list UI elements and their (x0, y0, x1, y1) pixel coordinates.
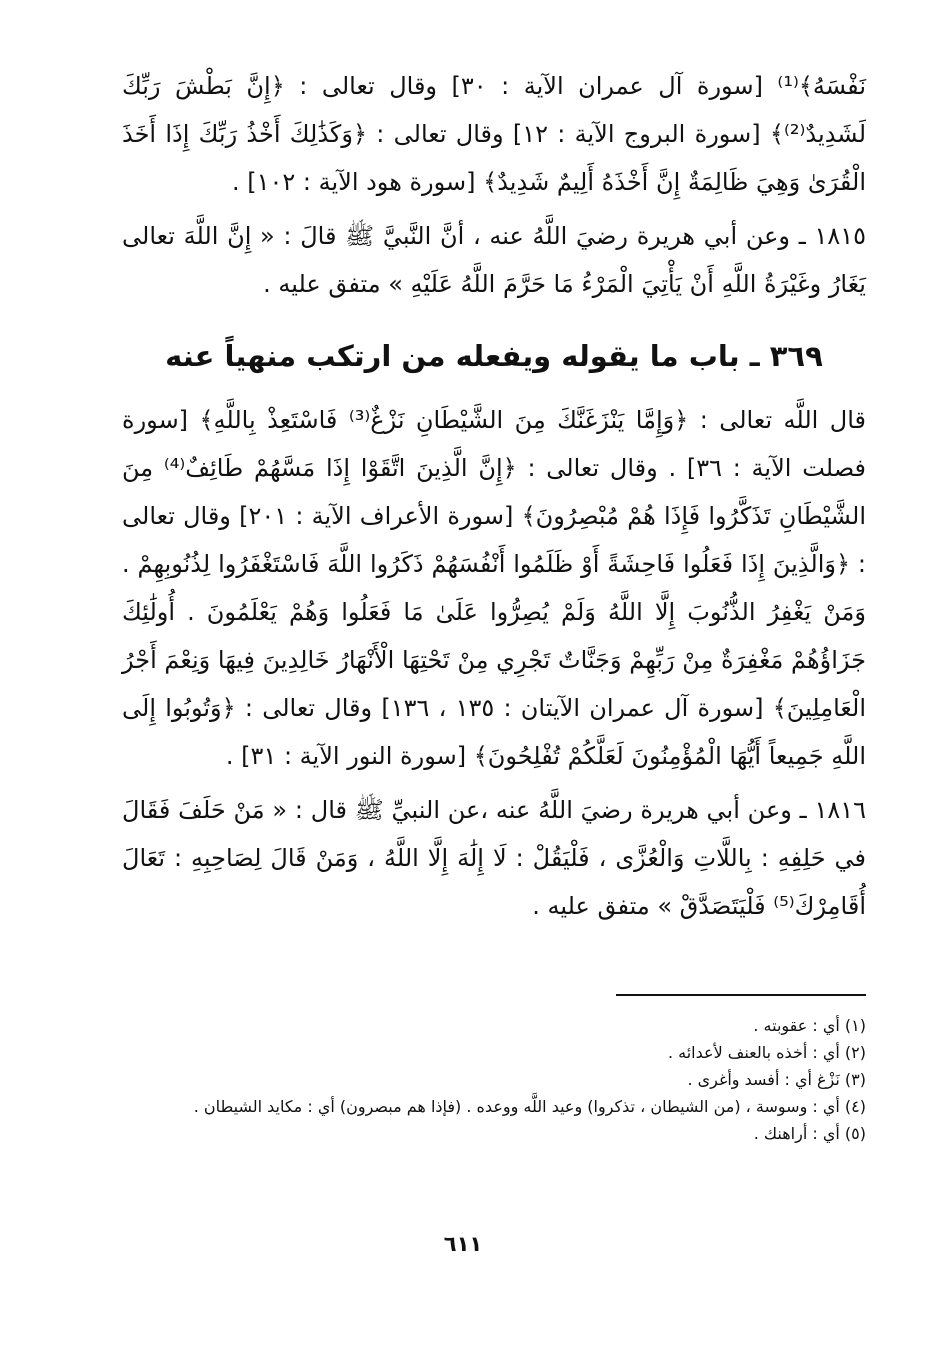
footnote-4: (٤) أي : وسوسة ، (من الشيطان ، تذكروا) وعيد اللَّه ووعده . (فإذا هم مبصرون) أي : مكايد الشيطان . (193, 1097, 866, 1116)
footnote-divider (616, 994, 866, 996)
chapter-heading-369: ٣٦٩ ـ باب ما يقوله ويفعله من ارتكب منهياً عنه (165, 339, 823, 373)
hadith-1815: ١٨١٥ ـ وعن أبي هريرة رضيَ اللَّهُ عنه ، أنَّ النَّبيَّ ﷺ قالَ : « إِنَّ اللَّهَ تعالى يَغَارُ وغَيْرَةُ اللَّهِ أَنْ يَأْتِيَ الْمَرْءُ مَا حَرَّمَ اللَّهُ عَلَيْهِ » متفق عليه . (122, 222, 866, 298)
footnote-2: (٢) أي : أخذه بالعنف لأعدائه . (667, 1043, 866, 1062)
chapter-quran-verses: قال اللَّه تعالى : ﴿وَإِمَّا يَنْزَغَنَّكَ مِنَ الشَّيْطَانِ نَزْغٌ⁽³⁾ فَاسْتَعِذْ بِاللَّهِ﴾ [سورة فصلت الآية : ٣٦] . وقال تعالى : ﴿إِنَّ الَّذِينَ اتَّقَوْا إِذَا مَسَّهُمْ طَائِفٌ⁽⁴⁾ مِنَ الشَّيْطَانِ تَذَكَّرُوا فَإِذَا هُمْ مُبْصِرُونَ﴾ [سورة الأعراف الآية : ٢٠١] وقال تعالى : ﴿وَالَّذِينَ إِذَا فَعَلُوا فَاحِشَةً أَوْ ظَلَمُوا أَنْفُسَهُمْ ذَكَرُوا اللَّهَ فَاسْتَغْفَرُوا لِذُنُوبِهِمْ . وَمَنْ يَغْفِرُ الذُّنُوبَ إِلَّا اللَّهُ وَلَمْ يُصِرُّوا عَلَىٰ مَا فَعَلُوا وَهُمْ يَعْلَمُونَ . أُولَٰئِكَ جَزَاؤُهُمْ مَغْفِرَةٌ مِنْ رَبِّهِمْ وَجَنَّاتٌ تَجْرِي مِنْ تَحْتِهَا الْأَنْهَارُ خَالِدِينَ فِيهَا وَنِعْمَ أَجْرُ الْعَامِلِينَ﴾ [سورة آل عمران الآيتان : ١٣٥ ، ١٣٦] وقال تعالى : ﴿وَتُوبُوا إِلَى اللَّهِ جَمِيعاً أَيُّهَا الْمُؤْمِنُونَ لَعَلَّكُمْ تُفْلِحُونَ﴾ [سورة النور الآية : ٣١] . (122, 406, 867, 770)
footnote-5: (٥) أي : أراهنك . (753, 1124, 866, 1143)
paragraph-quran-verses-continued: نَفْسَهُ﴾⁽¹⁾ [سورة آل عمران الآية : ٣٠] وقال تعالى : ﴿إِنَّ بَطْشَ رَبِّكَ لَشَدِيدٌ⁽²⁾﴾ [سورة البروج الآية : ١٢] وقال تعالى : ﴿وَكَذَٰلِكَ أَخْذُ رَبِّكَ إِذَا أَخَذَ الْقُرَىٰ وَهِيَ ظَالِمَةٌ إِنَّ أَخْذَهُ أَلِيمٌ شَدِيدٌ﴾ [سورة هود الآية : ١٠٢] . (122, 72, 867, 196)
page-number: ٦١١ (443, 1232, 483, 1256)
footnote-1: (١) أي : عقوبته . (753, 1016, 866, 1035)
footnote-3: (٣) نَزْغ أي : أفسد وأغرى . (687, 1070, 866, 1089)
footnotes (122, 1012, 866, 1147)
hadith-1816: ١٨١٦ ـ وعن أبي هريرة رضيَ اللَّهُ عنه ،عن النبيِّ ﷺ قال : « مَنْ حَلَفَ فَقَالَ في حَلِفِهِ : بِاللَّاتِ وَالْعُزَّى ، فَلْيَقُلْ : لَا إِلَٰهَ إِلَّا اللَّهُ ، وَمَنْ قَالَ لِصَاحِبِهِ : تَعَالَ أُقَامِرْكَ⁽⁵⁾ فَلْيَتَصَدَّقْ » متفق عليه . (122, 796, 866, 920)
page-body (122, 62, 866, 930)
